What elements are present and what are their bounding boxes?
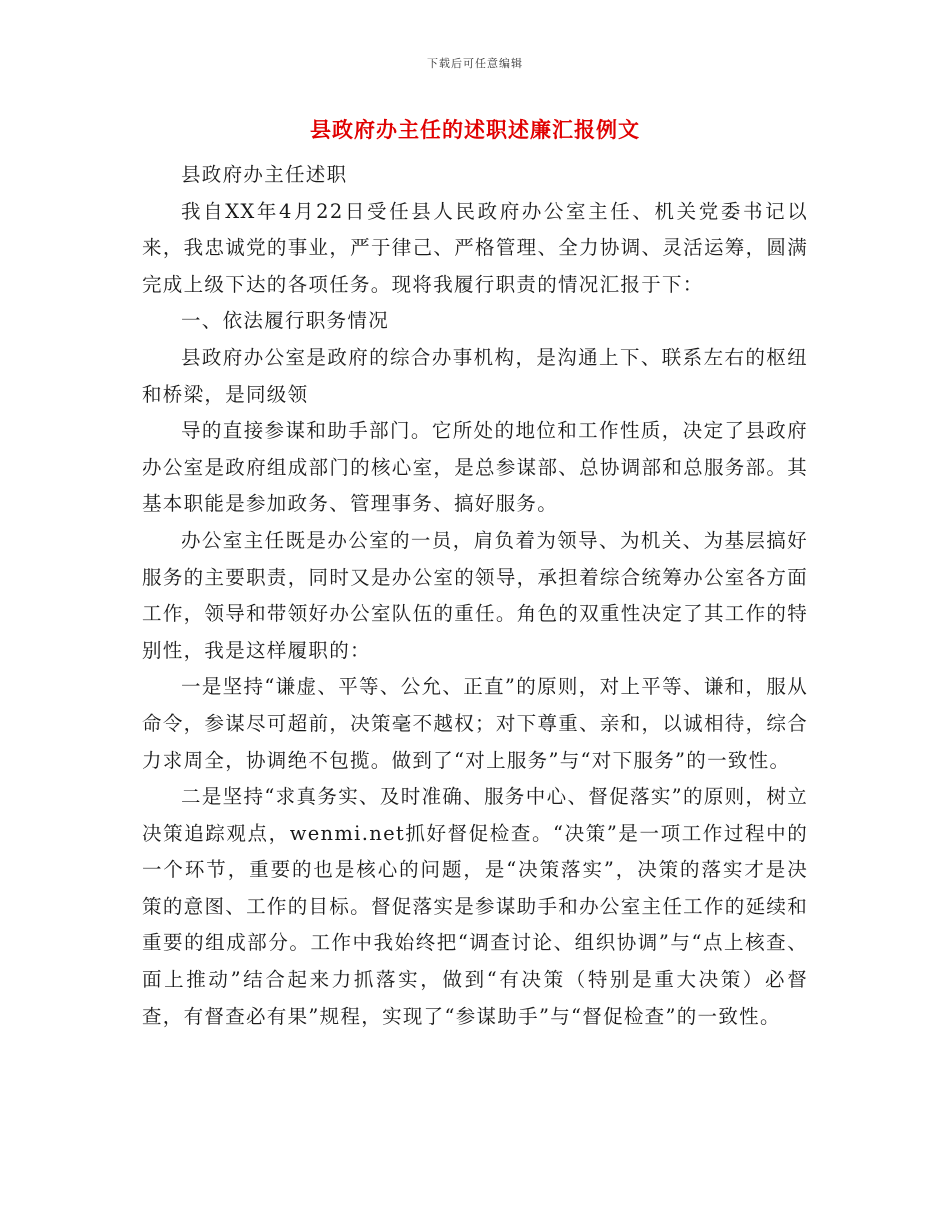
page-header-note: 下载后可任意编辑 <box>427 57 523 70</box>
paragraph-office-role: 县政府办公室是政府的综合办事机构，是沟通上下、联系左右的枢纽和桥梁，是同级领 <box>142 345 808 406</box>
section-heading-1: 一、依法履行职务情况 <box>181 309 390 333</box>
document-body <box>142 157 808 1035</box>
paragraph-intro: 我自XX年4月22日受任县人民政府办公室主任、机关党委书记以来，我忠诚党的事业，严于律己、严格管理、全力协调、灵活运筹，圆满完成上级下达的各项任务。现将我履行职责的情况汇报于下： <box>142 199 808 296</box>
document-title: 县政府办主任的述职述廉汇报例文 <box>310 117 640 142</box>
paragraph-principle-two: 二是坚持“求真务实、及时准确、服务中心、督促落实”的原则，树立决策追踪观点，wenmi.net抓好督促检查。“决策”是一项工作过程中的一个环节，重要的也是核心的问题，是“决策落实”，决策的落实才是决策的意图、工作的目标。督促落实是参谋助手和办公室主任工作的延续和重要的组成部分。工作中我始终把“调查讨论、组织协调”与“点上核查、面上推动”结合起来力抓落实，做到“有决策（特别是重大决策）必督查，有督查必有果”规程，实现了“参谋助手”与“督促检查”的一致性。 <box>142 785 808 1028</box>
paragraph-heading-label: 县政府办主任述职 <box>181 163 348 186</box>
paragraph-principle-one: 一是坚持“谦虚、平等、公允、正直”的原则，对上平等、谦和，服从命令，参谋尽可超前，决策毫不越权；对下尊重、亲和，以诚相待，综合力求周全，协调绝不包揽。做到了“对上服务”与“对下服务”的一致性。 <box>142 675 808 772</box>
paragraph-office-function: 导的直接参谋和助手部门。它所处的地位和工作性质，决定了县政府办公室是政府组成部门的核心室，是总参谋部、总协调部和总服务部。其基本职能是参加政务、管理事务、搞好服务。 <box>142 419 808 516</box>
paragraph-director-duties: 办公室主任既是办公室的一员，肩负着为领导、为机关、为基层搞好服务的主要职责，同时又是办公室的领导，承担着综合统筹办公室各方面工作，领导和带领好办公室队伍的重任。角色的双重性决定了其工作的特别性，我是这样履职的： <box>142 528 808 662</box>
